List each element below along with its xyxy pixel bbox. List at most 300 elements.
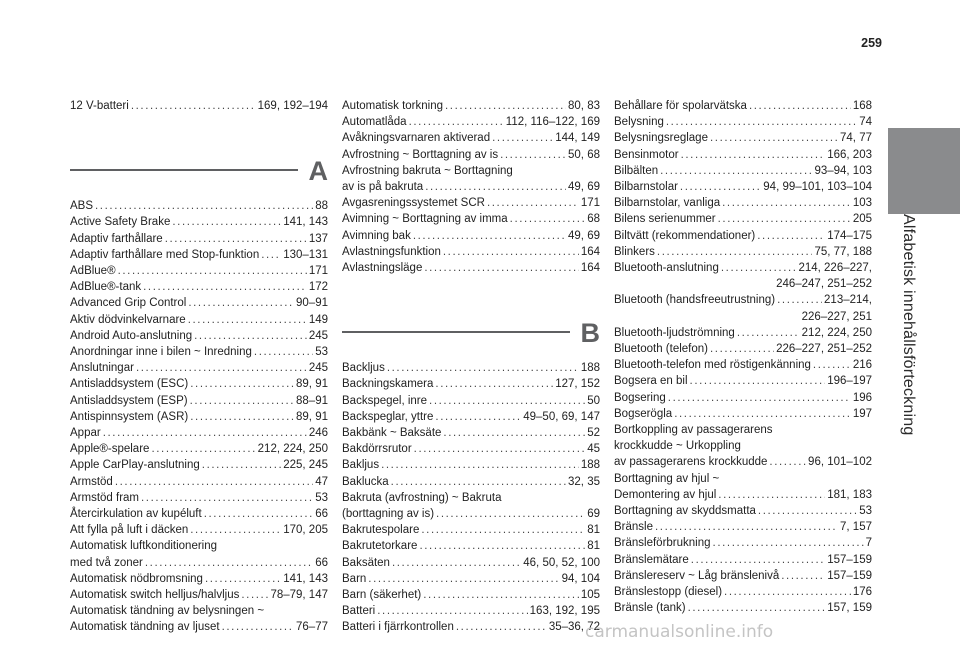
dot-leader [769, 454, 806, 470]
index-entry-line [614, 406, 872, 422]
dot-leader [421, 522, 585, 538]
index-entry-line [70, 279, 328, 295]
dot-leader [205, 571, 281, 587]
index-entry-term: Automatisk tändning av ljuset [70, 621, 220, 634]
index-entry [614, 211, 872, 227]
index-entry-term: Antisladdsystem (ESC) [70, 378, 189, 391]
index-entry-pages: 76–77 [296, 621, 328, 634]
section-letter: B [580, 318, 600, 349]
index-entry-pages: 164 [580, 262, 600, 275]
index-entry-line [70, 490, 328, 506]
index-entry [342, 195, 600, 211]
index-entry-line [70, 231, 328, 247]
index-entry-line [342, 474, 600, 490]
index-entry-pages: 93–94, 103 [814, 164, 872, 177]
index-entry-line [342, 587, 600, 603]
index-entry [70, 603, 328, 635]
index-entry-term: Automatlåda [342, 116, 407, 129]
dot-leader [456, 619, 547, 635]
dot-leader [445, 98, 566, 114]
index-entry-line [614, 260, 872, 276]
index-entry [70, 441, 328, 457]
index-entry [342, 457, 600, 473]
dot-leader [718, 487, 825, 503]
index-entry [70, 490, 328, 506]
index-entry-pages: 169, 192–194 [257, 100, 328, 112]
dot-leader [429, 393, 585, 409]
dot-leader [423, 587, 579, 603]
index-entry [70, 231, 328, 247]
index-entry-term: Belysningsreglage [614, 132, 708, 145]
index-entry-term: Bogsera en bil [614, 375, 688, 388]
index-entry-line [70, 344, 328, 360]
index-entry-line [70, 198, 328, 214]
index-entry-line [70, 441, 328, 457]
index-entry [342, 360, 600, 376]
index-entry-pages: 46, 50, 52, 100 [523, 556, 600, 569]
index-entry-term-line: Bortkoppling av passagerarens [614, 424, 773, 437]
index-entry-term: Appar [70, 427, 101, 440]
dot-leader [435, 409, 521, 425]
index-entry-pages: 74, 77 [840, 132, 872, 145]
index-entry-term: Bränslemätare [614, 553, 689, 566]
index-entry-pages: 174–175 [827, 229, 872, 242]
index-entry [70, 279, 328, 295]
index-entry-line [342, 179, 600, 195]
dot-leader [145, 555, 313, 571]
index-entry [342, 228, 600, 244]
index-entry-term: Active Safety Brake [70, 216, 171, 229]
index-entry-pages: 103 [852, 197, 872, 210]
dot-leader [391, 474, 566, 490]
dot-leader [487, 195, 579, 211]
index-entry-term: Automatisk switch helljus/halvljus [70, 589, 240, 602]
index-entry-line [614, 325, 872, 341]
index-entry [342, 147, 600, 163]
index-entry-line [614, 535, 872, 551]
index-entry-term: Advanced Grip Control [70, 297, 187, 310]
index-entry-line [614, 568, 872, 584]
index-entry-term: Batteri [342, 605, 376, 618]
index-entry [614, 228, 872, 244]
index-entry-pages: 81 [587, 524, 600, 537]
index-entry-pages: 50 [587, 394, 600, 407]
index-entry-line [614, 292, 872, 308]
index-entry-term: AdBlue® [70, 265, 116, 278]
index-entry-line [614, 244, 872, 260]
dot-leader [392, 555, 521, 571]
index-entry-pages: 168 [852, 100, 872, 112]
index-entry [342, 393, 600, 409]
index-entry-line [342, 571, 600, 587]
dot-leader [118, 263, 307, 279]
index-entry-pages: 7 [865, 537, 872, 550]
dot-leader [202, 457, 281, 473]
index-entry-line [342, 425, 600, 441]
dot-leader [204, 506, 314, 522]
index-entry-term-line: Automatisk luftkonditionering [70, 540, 218, 553]
index-entry-pages: 53 [315, 491, 328, 504]
dot-leader [657, 244, 813, 260]
dot-leader [151, 441, 255, 457]
index-entry-line [342, 603, 600, 619]
index-entry [614, 535, 872, 551]
index-entry-term: Anordningar inne i bilen ~ Inredning [70, 346, 252, 359]
index-entry-term: Bränsle (tank) [614, 602, 686, 615]
index-entry [70, 538, 328, 570]
index-entry-line [342, 441, 600, 457]
index-entry [614, 163, 872, 179]
index-entry-pages: 7, 157 [840, 521, 872, 534]
index-entry-pages: 188 [580, 362, 600, 375]
dot-leader [510, 211, 586, 227]
index-entry-pages: 225, 245 [283, 459, 328, 472]
index-entry-line [614, 454, 872, 470]
index-entry-term: Backningskamera [342, 378, 434, 391]
index-entry [614, 390, 872, 406]
index-entry-term-line: Bakruta (avfrostning) ~ Bakruta [342, 491, 502, 504]
index-entry-line [614, 211, 872, 227]
index-entry-term: ABS [70, 200, 94, 213]
index-entry [342, 555, 600, 571]
index-entry-line [342, 619, 600, 635]
index-entry [614, 568, 872, 584]
index-entry-term: av is på bakruta [342, 181, 424, 194]
index-entry [70, 214, 328, 230]
index-entry-pages: 170, 205 [283, 524, 328, 537]
index-entry [342, 474, 600, 490]
index-entry-line [614, 98, 872, 114]
dot-leader [95, 198, 313, 214]
dot-leader [190, 376, 294, 392]
index-entry-line [70, 376, 328, 392]
index-entry-term: Belysning [614, 116, 664, 129]
index-entry-pages: 141, 143 [283, 572, 328, 585]
index-entry [342, 163, 600, 195]
index-entry-line [342, 244, 600, 260]
index-entry-pages: 205 [852, 213, 872, 226]
index-entry-pages: 89, 91 [296, 410, 328, 423]
index-entry [70, 409, 328, 425]
index-entry-term: Automatisk torkning [342, 100, 443, 112]
index-entry [342, 98, 600, 114]
index-entry-pages: 53 [859, 505, 872, 518]
index-entry-line [342, 360, 600, 376]
index-entry [342, 376, 600, 392]
index-entry-pages: 96, 101–102 [808, 456, 872, 469]
index-entry-line [342, 409, 600, 425]
index-entry-pages: 172 [308, 281, 328, 294]
index-entry-term: Bluetooth-anslutning [614, 262, 719, 275]
index-entry-pages: 226–227, 251–252 [776, 343, 872, 356]
dot-leader [409, 114, 504, 130]
index-entry [342, 571, 600, 587]
index-entry-pages-continued: 226–227, 251 [801, 310, 872, 323]
index-column-1 [70, 98, 328, 636]
index-entry-pages: 166, 203 [827, 148, 872, 161]
index-entry [614, 341, 872, 357]
index-entry-pages: 49, 69 [568, 181, 600, 194]
dot-leader [414, 441, 586, 457]
index-entry [342, 619, 600, 635]
index-entry [342, 603, 600, 619]
section-side-title: Alfabetisk innehållsförteckning [900, 214, 917, 436]
dot-leader [387, 360, 579, 376]
index-entry-pages-continued: 246–247, 251–252 [776, 278, 872, 291]
index-entry-pages: 45 [587, 443, 600, 456]
dot-leader [435, 376, 553, 392]
index-entry-term: Backljus [342, 362, 385, 375]
dot-leader [131, 98, 256, 114]
index-entry-pages: 130–131 [283, 248, 328, 261]
index-entry-line [70, 506, 328, 522]
index-entry-line [70, 522, 328, 538]
dot-leader [141, 490, 313, 506]
index-entry-line [614, 373, 872, 389]
index-entry-line [70, 98, 328, 114]
index-entry-pages: 90–91 [296, 297, 328, 310]
index-entry-line [70, 263, 328, 279]
index-entry-term: Barn (säkerhet) [342, 589, 422, 602]
index-column-2 [342, 98, 600, 636]
index-entry [614, 373, 872, 389]
index-entry-pages: 164 [580, 245, 600, 258]
index-entry-pages: 49–50, 69, 147 [523, 410, 600, 423]
index-entry-term: Apple CarPlay-anslutning [70, 459, 200, 472]
index-entry-term: Barn [342, 572, 367, 585]
index-entry [342, 409, 600, 425]
index-entry-term: Bränslereserv ~ Låg bränslenivå [614, 569, 780, 582]
index-entry-pages: 212, 224, 250 [257, 443, 328, 456]
index-entry [342, 490, 600, 522]
dot-leader [436, 506, 585, 522]
dot-leader [190, 522, 281, 538]
index-entry-pages: 216 [852, 359, 872, 372]
index-entry-term: med två zoner [70, 556, 143, 569]
index-entry [70, 344, 328, 360]
dot-leader [443, 425, 585, 441]
index-entry [614, 552, 872, 568]
index-entry-pages: 68 [587, 213, 600, 226]
section-letter: A [308, 156, 328, 187]
index-entry-line [342, 393, 600, 409]
dot-leader [691, 552, 825, 568]
section-divider-line [70, 169, 298, 171]
index-entry-line [342, 195, 600, 211]
index-entry-line [70, 587, 328, 603]
index-entry-line [614, 357, 872, 373]
index-entry-term: Blinkers [614, 245, 655, 258]
dot-leader [188, 312, 307, 328]
index-entry-line [70, 328, 328, 344]
index-entry-pages: 66 [315, 556, 328, 569]
index-entry-pages: 50, 68 [568, 148, 600, 161]
index-entry [70, 295, 328, 311]
index-entry-term: Avimning ~ Borttagning av imma [342, 213, 508, 226]
index-entry-term: Avimning bak [342, 229, 411, 242]
index-entry-line [614, 584, 872, 600]
index-entry-pages: 213–214, [824, 294, 872, 307]
dot-leader [492, 130, 553, 146]
index-entry-pages: 80, 83 [568, 100, 600, 112]
index-entry-term: Baksäten [342, 556, 390, 569]
index-entry-term: Baklucka [342, 475, 389, 488]
index-entry-pages: 69 [587, 508, 600, 521]
index-entry-term: Demontering av hjul [614, 488, 717, 501]
index-entry-line [70, 555, 328, 571]
index-entry-line [614, 163, 872, 179]
index-entry [70, 393, 328, 409]
index-entry-line [70, 571, 328, 587]
index-entry-term: Avgasreningssystemet SCR [342, 197, 485, 210]
index-entry-line [614, 390, 872, 406]
index-entry-term: Bensinmotor [614, 148, 679, 161]
index-entry-term: Borttagning av skyddsmatta [614, 505, 756, 518]
index-entry-pages: 245 [308, 362, 328, 375]
dot-leader [241, 587, 268, 603]
index-entry-line [70, 295, 328, 311]
index-entry [70, 312, 328, 328]
index-entry [614, 584, 872, 600]
index-entry [342, 260, 600, 276]
index-entry [614, 503, 872, 519]
watermark: carmanualsonline.info [585, 622, 774, 642]
index-entry-term: Avlastningsläge [342, 262, 423, 275]
index-entry-term: Bakdörrsrutor [342, 443, 412, 456]
dot-leader [781, 568, 825, 584]
index-entry [614, 179, 872, 195]
index-entry-pages: 149 [308, 313, 328, 326]
index-entry-pages: 246 [308, 427, 328, 440]
index-entry [342, 441, 600, 457]
index-entry-line [70, 360, 328, 376]
dot-leader [681, 147, 826, 163]
index-entry [342, 522, 600, 538]
dot-leader [381, 457, 579, 473]
index-entry-pages: 157, 159 [827, 602, 872, 615]
dot-leader [666, 114, 857, 130]
index-entry [70, 247, 328, 263]
index-entry [342, 211, 600, 227]
dot-leader [500, 147, 566, 163]
index-entry-pages: 176 [852, 586, 872, 599]
index-entry-term: Batteri i fjärrkontrollen [342, 621, 454, 634]
index-entry-term: Bränsle [614, 521, 653, 534]
index-entry-pages: 197 [852, 407, 872, 420]
index-entry-line [614, 114, 872, 130]
index-entry-pages: 144, 149 [555, 132, 600, 145]
dot-leader [143, 279, 307, 295]
index-entry-pages: 163, 192, 195 [529, 605, 600, 618]
index-entry [614, 325, 872, 341]
index-entry-pages: 171 [580, 197, 600, 210]
dot-leader [660, 163, 812, 179]
index-entry-term-line: Avfrostning bakruta ~ Borttagning [342, 164, 513, 177]
section-spacer [70, 114, 328, 154]
index-entry-term: Bluetooth-ljudströmning [614, 326, 735, 339]
index-entry-term: Bilens serienummer [614, 213, 716, 226]
dot-leader [425, 179, 566, 195]
index-entry-pages: 157–159 [827, 569, 872, 582]
index-entry-line [614, 195, 872, 211]
index-entry-term-line: Automatisk tändning av belysningen ~ [70, 605, 265, 618]
index-entry-term: Adaptiv farthållare med Stop-funktion [70, 248, 260, 261]
index-entry-term: Antisladdsystem (ESP) [70, 394, 188, 407]
index-entry [70, 263, 328, 279]
dot-leader [188, 295, 294, 311]
index-entry-term: Apple®-spelare [70, 443, 150, 456]
index-entry-term: av passagerarens krockkudde [614, 456, 768, 469]
index-entry [70, 571, 328, 587]
index-entry-line [614, 147, 872, 163]
index-entry-term: Bränsleförbrukning [614, 537, 711, 550]
dot-leader [722, 195, 851, 211]
index-entry [70, 198, 328, 214]
dot-leader [655, 519, 838, 535]
index-entry-line [614, 179, 872, 195]
index-entry [614, 98, 872, 114]
dot-leader [710, 130, 838, 146]
index-entry-line [614, 228, 872, 244]
index-entry-pages: 78–79, 147 [270, 589, 328, 602]
index-entry [342, 425, 600, 441]
index-column-3 [614, 98, 872, 617]
index-entry-pages: 47 [315, 475, 328, 488]
dot-leader [103, 425, 307, 441]
index-entry [70, 457, 328, 473]
index-entry-line [342, 130, 600, 146]
index-entry-line [70, 474, 328, 490]
index-entry-pages: 112, 116–122, 169 [505, 116, 600, 129]
index-entry-line [614, 519, 872, 535]
dot-leader [713, 535, 864, 551]
dot-leader [222, 619, 294, 635]
index-entry-term: Bränslestopp (diesel) [614, 586, 723, 599]
index-entry-line [70, 393, 328, 409]
index-entry-term: Armstöd [70, 475, 113, 488]
index-entry-pages: 75, 77, 188 [814, 245, 872, 258]
index-entry-pages: 245 [308, 329, 328, 342]
index-entry-term: Aktiv dödvinkelvarnare [70, 313, 186, 326]
dot-leader [443, 244, 579, 260]
index-entry-line [342, 98, 600, 114]
index-entry-pages: 94, 99–101, 103–104 [763, 181, 872, 194]
index-entry-term: Bluetooth-telefon med röstigenkänning [614, 359, 811, 372]
index-entry-term: Återcirkulation av kupéluft [70, 508, 202, 521]
dot-leader [749, 98, 851, 114]
index-entry-line [342, 228, 600, 244]
dot-leader [419, 538, 585, 554]
dot-leader [368, 571, 559, 587]
index-entry-line [614, 600, 872, 616]
dot-leader [115, 474, 313, 490]
index-entry-pages: 214, 226–227, [798, 262, 872, 275]
dot-leader [190, 393, 294, 409]
index-entry-pages: 105 [580, 589, 600, 602]
index-entry-pages: 196 [852, 391, 872, 404]
index-entry-term: Behållare för spolarvätska [614, 100, 747, 112]
index-entry-line [70, 247, 328, 263]
index-entry-term: Bluetooth (handsfreeutrustning) [614, 294, 776, 307]
index-entry-line [342, 555, 600, 571]
index-entry-term: Bogsering [614, 391, 666, 404]
index-entry-term: Armstöd fram [70, 491, 140, 504]
index-entry-term: (borttagning av is) [342, 508, 435, 521]
index-entry [614, 600, 872, 616]
dot-leader [758, 503, 857, 519]
section-heading [342, 318, 600, 358]
index-entry [614, 519, 872, 535]
